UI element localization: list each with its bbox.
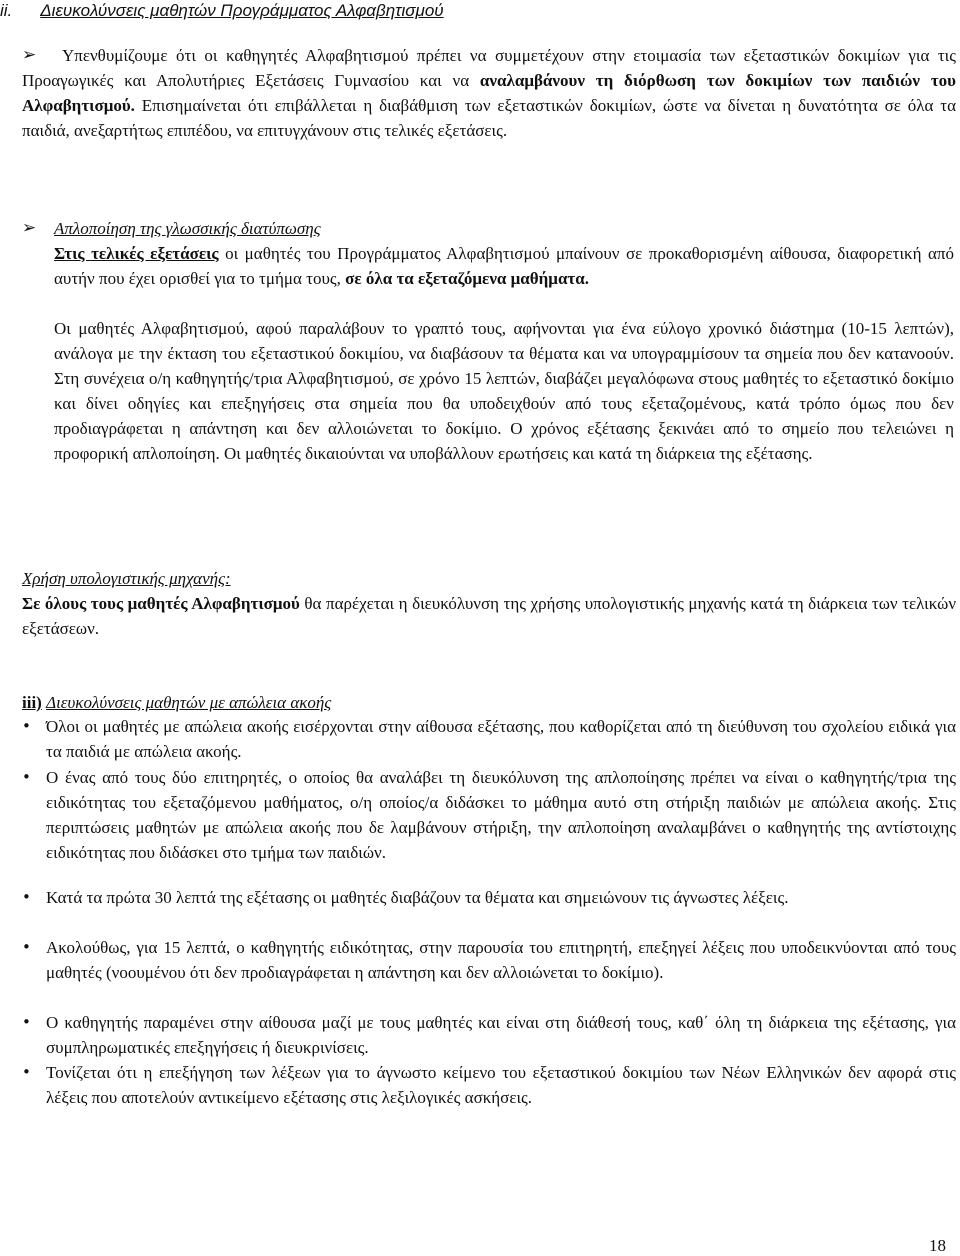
list-item-text: Ο καθηγητής παραμένει στην αίθουσα μαζί με τους μαθητές και είναι στη διάθεσή τους, καθ΄ όλη τη διάρκεια της εξέτασης, για συμπληρωματικές επεξηγήσεις ή διευκρινίσεις. [46,1013,956,1057]
simp-text-1: οι μαθητές του Προγράμματος Αλφαβητισμού μπαίνουν σε προκαθορισμένη αίθουσα, διαφορετική από αυτήν που έχει ορισθεί για το τμήμα τους, [54,244,955,288]
section-iii-number: iii) [22,693,42,712]
calculator-title: Χρήση υπολογιστικής μηχανής: [22,569,231,588]
simplification-title: Απλοποίηση της γλωσσικής διατύπωσης [54,219,321,238]
list-item [46,1060,956,1110]
section-ii-heading [0,0,444,22]
bullet-icon: • [22,1063,31,1081]
simplification-heading [54,216,954,241]
simplification-paragraph-2 [54,316,954,466]
list-item [46,885,956,910]
calculator-paragraph [22,591,956,641]
arrow-bullet-icon-2: ➢ [22,218,37,238]
bullet-icon: • [22,1013,31,1031]
list-item-text: Όλοι οι μαθητές με απώλεια ακοής εισέρχονται στην αίθουσα εξέτασης, που καθορίζεται από τη διεύθυνση του σχολείου ειδικά για τα παιδιά με απώλεια ακοής. [46,717,956,761]
page-number: 18 [929,1236,946,1255]
bullet-icon: • [22,717,31,735]
list-item-text: Κατά τα πρώτα 30 λεπτά της εξέτασης οι μαθητές διαβάζουν τα θέματα και σημειώνουν τις άγνωστες λέξεις. [46,888,789,907]
bullet-icon: • [22,888,31,906]
final-exams-label: Στις τελικές εξετάσεις [54,244,219,263]
section-iii-heading [22,690,956,715]
arrow-bullet-icon: ➢ [22,45,37,65]
list-item [46,935,956,985]
list-item-text: Ακολούθως, για 15 λεπτά, ο καθηγητής ειδικότητας, στην παρουσία του επιτηρητή, επεξηγεί λέξεις που υποδεικνύονται από τους μαθητές (νοουμένου ότι δεν προδιαγράφεται η απάντηση και δεν αλλοιώνεται το δοκίμιο). [46,938,956,982]
list-item-text: Τονίζεται ότι η επεξήγηση των λέξεων για το άγνωστο κείμενο του εξεταστικού δοκιμίου των Νέων Ελληνικών δεν αφορά στις λέξεις που αποτελούν αντικείμενο εξέτασης στις λεξιλογικές ασκήσεις. [46,1063,956,1107]
bullet-icon: • [22,938,31,956]
calculator-heading [22,566,956,591]
section-ii-title: Διευκολύνσεις μαθητών Προγράμματος Αλφαβητισμού [40,1,444,20]
list-item-text: Ο ένας από τους δύο επιτηρητές, ο οποίος θα αναλάβει τη διευκόλυνση της απλοποίησης πρέπει να είναι ο καθηγητής/τρια της ειδικότητας του εξεταζόμενου μαθήματος, ο/η οποίος/α διδάσκει το μάθημα αυτό στη στήριξη παιδιών με απώλεια ακοής. Στις περιπτώσεις μαθητών με απώλεια ακοής που δε λαμβάνουν στήριξη, την απλοποίηση αναλαμβάνει ο καθηγητής της αντίστοιχης ειδικότητας που διδάσκει στο τμήμα των παιδιών. [46,768,956,862]
simp-text-2: Οι μαθητές Αλφαβητισμού, αφού παραλάβουν το γραπτό τους, αφήνονται για ένα εύλογο χρονικό διάστημα (10-15 λεπτών), ανάλογα με την έκταση του εξεταστικού δοκιμίου, να διαβάσουν τα θέματα και να υπογραμμίσουν τα σημεία που δεν κατανοούν. Στη συνέχεια ο/η καθηγητής/τρια Αλφαβητισμού, σε χρόνο 15 λεπτών, διαβάζει μεγαλόφωνα στους μαθητές το εξεταστικό δοκίμιο και δίνει οδηγίες και επεξηγήσεις στα σημεία που θα υποδειχθούν από τους εξεταζομένους, κατά τρόπο όμως που δεν προδιαγράφεται η απάντηση και δεν αλλοιώνεται το δοκίμιο. Ο χρόνος εξέτασης ξεκινάει από το σημείο που τελειώνει η προφορική απλοποίηση. Οι μαθητές δικαιούνται να υποβάλλουν ερωτήσεις και κατά τη διάρκεια της εξέτασης. [54,319,954,463]
section-iii-title: Διευκολύνσεις μαθητών με απώλεια ακοής [46,693,332,712]
calc-text-bold: Σε όλους τους μαθητές Αλφαβητισμού [22,594,300,613]
list-item [46,714,956,764]
reminder-text-2: Επισημαίνεται ότι επιβάλλεται η διαβάθμιση των εξεταστικών δοκιμίων, ώστε να δίνεται η δυνατότητα σε όλα τα παιδιά, ανεξαρτήτως επιπέδου, να επιτυγχάνουν στις τελικές εξετάσεις. [22,96,956,140]
list-item [46,1010,956,1060]
reminder-paragraph [22,43,956,143]
calc-text: θα παρέχεται η διευκόλυνση της χρήσης υπολογιστικής μηχανής κατά τη διάρκεια των τελικών εξετάσεων. [22,594,957,638]
bullet-icon: • [22,768,31,786]
section-ii-number: ii. [0,1,13,20]
reminder-text-1: Υπενθυμίζουμε ότι οι καθηγητές Αλφαβητισμού πρέπει να συμμετέχουν στην ετοιμασία των εξεταστικών δοκιμίων για τις Προαγωγικές και Απολυτήριες Εξετάσεις Γυμνασίου και να [22,46,956,90]
list-item [46,765,956,865]
simp-text-bold: σε όλα τα εξεταζόμενα μαθήματα. [345,269,590,288]
reminder-text-bold: αναλαμβάνουν τη διόρθωση των δοκιμίων των παιδιών του Αλφαβητισμού. [22,71,956,115]
simplification-paragraph-1 [54,241,954,291]
